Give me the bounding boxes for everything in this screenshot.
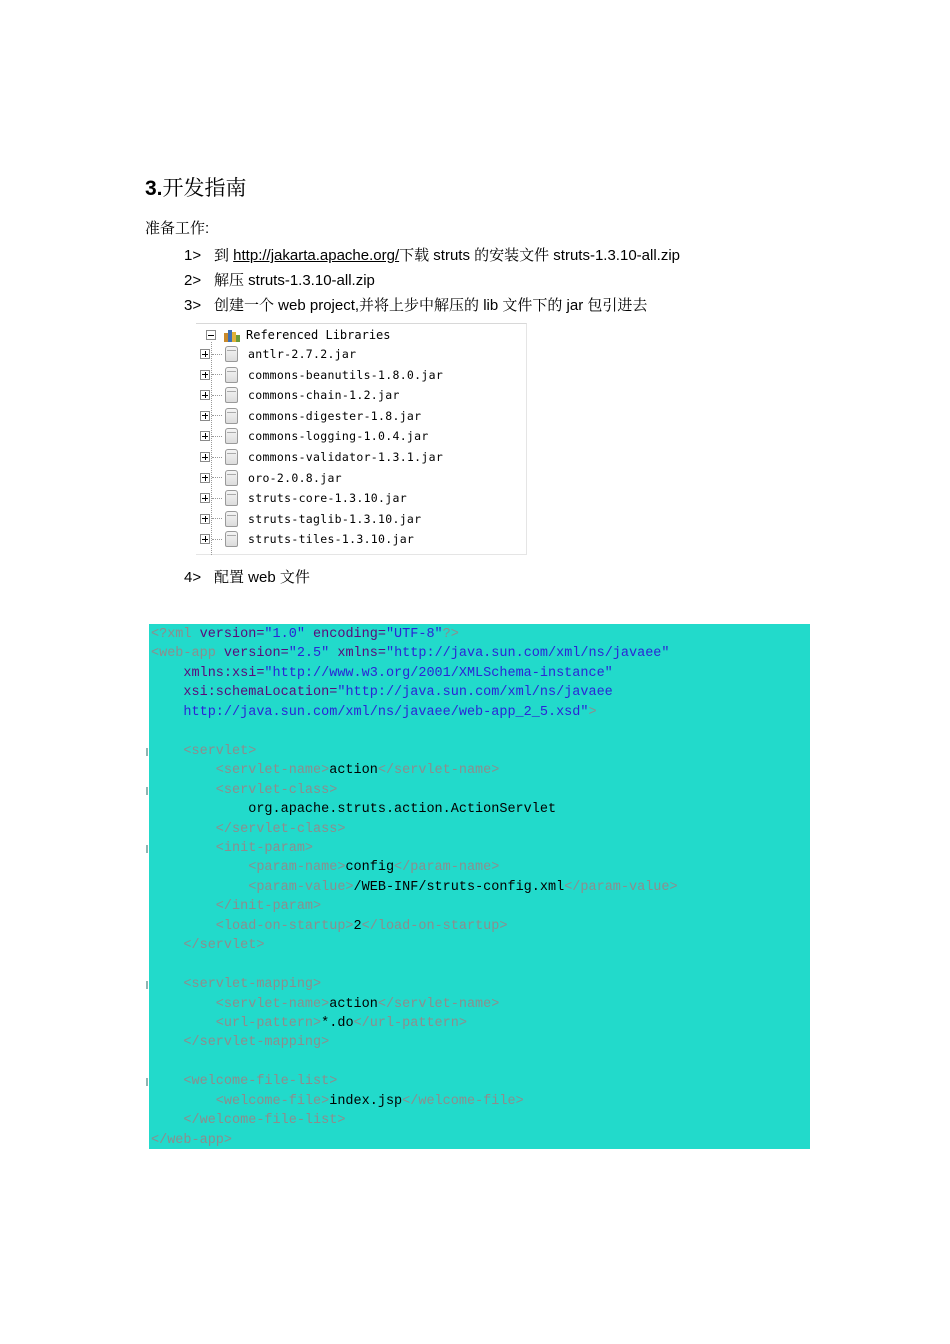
tree-item-jar[interactable]	[200, 530, 414, 548]
code-token: <servlet-name>	[151, 763, 330, 779]
step-number: 4>	[184, 569, 202, 586]
jar-label: commons-beanutils-1.8.0.jar	[248, 367, 444, 382]
code-token: 2	[353, 918, 362, 934]
code-token: *.do	[321, 1016, 354, 1031]
code-token: </url-pattern>	[353, 1016, 467, 1031]
expand-icon[interactable]	[200, 493, 210, 503]
tree-item-jar[interactable]	[200, 489, 407, 507]
tree-connector	[212, 457, 222, 458]
jar-icon	[225, 449, 238, 465]
code-token: <load-on-startup>	[151, 918, 354, 934]
code-line	[151, 664, 613, 684]
code-token: </welcome-file-list>	[151, 1113, 346, 1129]
library-icon	[224, 329, 240, 342]
section-title: 开发指南	[162, 177, 247, 200]
code-line	[151, 975, 321, 995]
code-token: <welcome-file>	[151, 1093, 330, 1109]
steps-list	[184, 243, 680, 318]
tree-connector	[212, 395, 222, 396]
jar-icon	[225, 470, 238, 486]
jar-icon	[225, 346, 238, 362]
code-token: <url-pattern>	[151, 1016, 322, 1031]
code-token: <web-app	[151, 646, 224, 662]
tree-connector	[212, 354, 222, 355]
jar-icon	[225, 511, 238, 527]
code-token: <param-name>	[151, 860, 346, 876]
expand-icon[interactable]	[200, 370, 210, 380]
expand-icon[interactable]	[200, 431, 210, 441]
tree-item-jar[interactable]	[200, 510, 421, 528]
fold-marker	[146, 845, 148, 853]
code-token: "http://www.w3.org/2001/XMLSchema-instance"	[264, 665, 613, 681]
code-line	[151, 1033, 329, 1053]
jar-icon	[225, 531, 238, 547]
code-line	[151, 800, 556, 820]
code-line	[151, 781, 337, 801]
tree-root-row[interactable]	[206, 327, 391, 343]
fold-marker	[146, 981, 148, 989]
jar-label: struts-taglib-1.3.10.jar	[248, 511, 422, 526]
step-1	[184, 243, 680, 268]
code-token: </param-value>	[564, 879, 678, 895]
expand-icon[interactable]	[200, 452, 210, 462]
tree-connector	[212, 477, 222, 478]
code-token: >	[588, 704, 597, 720]
tree-connector	[212, 539, 222, 540]
jar-label: struts-core-1.3.10.jar	[248, 491, 407, 506]
code-token: <?xml	[151, 627, 200, 642]
jar-label: commons-logging-1.0.4.jar	[248, 429, 429, 444]
code-line	[151, 897, 321, 917]
code-line	[151, 683, 613, 703]
expand-icon[interactable]	[200, 411, 210, 421]
code-token: action	[329, 996, 378, 1012]
tree-item-jar[interactable]	[200, 427, 429, 445]
code-token: </servlet-name>	[377, 996, 500, 1012]
preparation-label: 准备工作:	[145, 220, 210, 237]
code-token: <servlet>	[151, 743, 257, 759]
web-xml-code-block	[146, 624, 810, 1149]
code-line	[151, 839, 313, 859]
jar-icon	[225, 387, 238, 403]
step-text-post: 下载 struts 的安装文件 struts-1.3.10-all.zip	[399, 247, 681, 264]
apache-link[interactable]: http://jakarta.apache.org/	[233, 247, 400, 264]
code-token: <servlet-name>	[151, 996, 330, 1012]
fold-marker	[146, 1078, 148, 1086]
code-token: xsi:schemaLocation=	[151, 685, 338, 701]
tree-item-jar[interactable]	[200, 448, 443, 466]
tree-connector	[212, 498, 222, 499]
step-text: 配置 web 文件	[214, 569, 310, 586]
jar-icon	[225, 490, 238, 506]
code-line	[151, 1072, 337, 1092]
code-line	[151, 858, 499, 878]
code-line	[151, 878, 678, 898]
code-token: org.apache.struts.action.ActionServlet	[151, 802, 557, 818]
code-token: xmlns=	[329, 646, 386, 662]
step-text-pre: 到	[214, 247, 234, 264]
code-line	[151, 742, 256, 762]
jar-icon	[225, 367, 238, 383]
code-line	[151, 1131, 232, 1151]
code-token: "http://java.sun.com/xml/ns/javaee	[337, 685, 613, 701]
tree-connector	[212, 415, 222, 416]
code-token: /WEB-INF/struts-config.xml	[353, 879, 565, 895]
expand-icon[interactable]	[200, 534, 210, 544]
jar-label: commons-validator-1.3.1.jar	[248, 450, 444, 464]
code-token: http://java.sun.com/xml/ns/javaee/web-app_2_5.xsd"	[151, 704, 589, 720]
step-4	[184, 566, 310, 587]
tree-connector	[212, 374, 222, 375]
tree-item-jar[interactable]	[200, 469, 342, 487]
code-line	[151, 936, 264, 956]
tree-item-jar[interactable]	[200, 386, 400, 404]
step-text: 创建一个 web project,并将上步中解压的 lib 文件下的 jar 包引进去	[214, 297, 648, 314]
code-line	[151, 917, 507, 937]
code-token: action	[329, 763, 378, 779]
tree-connector	[212, 436, 222, 437]
code-token: </welcome-file>	[402, 1093, 524, 1109]
code-token: <param-value>	[151, 879, 354, 895]
expand-icon[interactable]	[200, 514, 210, 524]
code-token: </servlet-class>	[151, 821, 346, 837]
expand-icon[interactable]	[200, 349, 210, 359]
code-token: encoding=	[304, 627, 386, 642]
code-token: "2.5"	[288, 646, 330, 662]
code-token: <init-param>	[151, 840, 314, 856]
code-line	[151, 644, 670, 664]
code-token: "http://java.sun.com/xml/ns/javaee"	[385, 646, 670, 662]
code-token: </init-param>	[151, 899, 322, 915]
code-token: </web-app>	[151, 1132, 233, 1148]
fold-marker	[146, 748, 148, 756]
fold-marker	[146, 787, 148, 795]
jar-label: commons-chain-1.2.jar	[248, 388, 400, 403]
code-token: </load-on-startup>	[361, 918, 508, 934]
tree-root-label: Referenced Libraries	[246, 328, 391, 342]
referenced-libraries-tree	[196, 323, 527, 555]
code-token: </servlet-name>	[377, 763, 500, 779]
jar-label: antlr-2.7.2.jar	[248, 347, 357, 361]
code-token: xmlns:xsi=	[151, 665, 265, 681]
code-token: config	[345, 860, 395, 876]
code-line	[151, 625, 459, 645]
expand-icon[interactable]	[200, 473, 210, 483]
tree-item-jar[interactable]	[200, 366, 443, 384]
tree-item-jar[interactable]	[200, 345, 356, 363]
step-2	[184, 268, 680, 293]
code-line	[151, 703, 597, 723]
code-token: <servlet-class>	[151, 782, 338, 798]
step-3	[184, 293, 680, 318]
collapse-icon[interactable]	[206, 330, 216, 340]
tree-connector	[212, 518, 222, 519]
code-line	[151, 1092, 524, 1112]
section-heading	[145, 172, 247, 202]
code-token: "1.0"	[264, 627, 305, 642]
code-token: ?>	[442, 627, 459, 642]
step-number: 1>	[184, 247, 202, 264]
tree-item-jar[interactable]	[200, 407, 421, 425]
step-number: 2>	[184, 272, 202, 289]
code-token: <servlet-mapping>	[151, 977, 322, 993]
code-token: <welcome-file-list>	[151, 1074, 338, 1090]
code-token: </servlet-mapping>	[151, 1035, 330, 1051]
jar-label: struts-tiles-1.3.10.jar	[248, 532, 415, 547]
code-token: </servlet>	[151, 938, 265, 954]
code-line	[151, 1111, 345, 1131]
code-line	[151, 1014, 467, 1034]
code-token: index.jsp	[329, 1093, 403, 1109]
jar-icon	[225, 408, 238, 424]
step-number: 3>	[184, 297, 202, 314]
jar-icon	[225, 428, 238, 444]
code-line	[151, 995, 499, 1015]
code-token: "UTF-8"	[385, 627, 443, 642]
section-number: 3.	[145, 177, 163, 200]
step-text: 解压 struts-1.3.10-all.zip	[214, 272, 375, 289]
code-line	[151, 761, 499, 781]
code-line	[151, 820, 345, 840]
code-token: </param-name>	[394, 860, 500, 876]
jar-label: commons-digester-1.8.jar	[248, 408, 422, 423]
code-token: version=	[199, 627, 265, 642]
jar-label: oro-2.0.8.jar	[248, 470, 342, 485]
code-token: version=	[223, 646, 289, 662]
expand-icon[interactable]	[200, 390, 210, 400]
